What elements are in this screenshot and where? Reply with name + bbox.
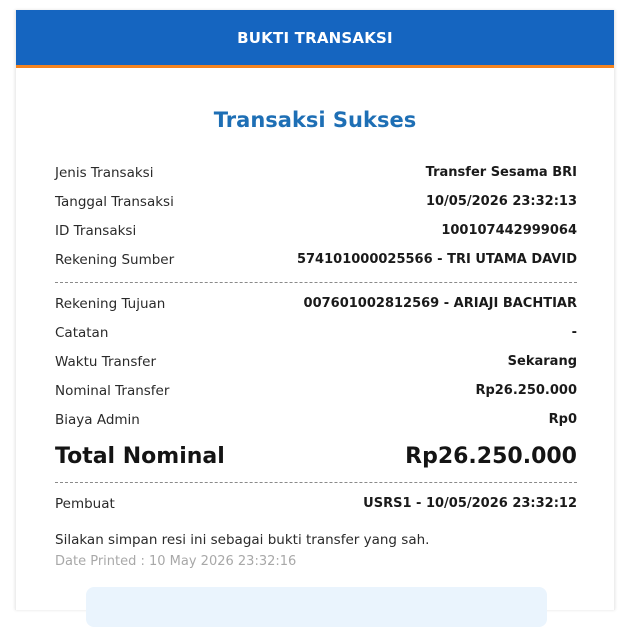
transaction-details [55, 158, 577, 569]
header-title: BUKTI TRANSAKSI [237, 28, 393, 47]
detail-label: Waktu Transfer [55, 353, 156, 370]
detail-label: Tanggal Transaksi [55, 193, 174, 210]
detail-label: Nominal Transfer [55, 382, 170, 399]
detail-row-rekening-tujuan [55, 289, 577, 318]
detail-value: 007601002812569 - ARIAJI BACHTIAR [303, 296, 577, 311]
detail-row-pembuat [55, 489, 577, 518]
detail-row-jenis-transaksi [55, 158, 577, 187]
receipt-header [16, 10, 614, 68]
detail-label: Jenis Transaksi [55, 164, 154, 181]
date-printed: Date Printed : 10 May 2026 23:32:16 [55, 554, 297, 569]
detail-value: USRS1 - 10/05/2026 23:32:12 [363, 496, 577, 511]
total-label: Total Nominal [55, 443, 225, 469]
dashed-divider [55, 282, 577, 283]
dashed-divider [55, 482, 577, 483]
detail-value: - [571, 325, 577, 340]
detail-value: Sekarang [507, 354, 577, 369]
detail-row-rekening-sumber [55, 245, 577, 274]
detail-label: Pembuat [55, 495, 115, 512]
total-value: Rp26.250.000 [405, 443, 577, 469]
receipt-note: Silakan simpan resi ini sebagai bukti transfer yang sah. [55, 532, 430, 548]
detail-label: ID Transaksi [55, 222, 137, 239]
detail-row-tanggal-transaksi [55, 187, 577, 216]
detail-label: Biaya Admin [55, 411, 140, 428]
total-nominal-row [55, 436, 577, 476]
status-title: Transaksi Sukses [213, 108, 417, 132]
detail-value: Rp0 [548, 412, 577, 427]
detail-row-nominal-transfer [55, 376, 577, 405]
detail-value: 10/05/2026 23:32:13 [425, 194, 577, 209]
detail-value: 100107442999064 [441, 223, 577, 238]
detail-label: Rekening Sumber [55, 251, 175, 268]
detail-value: Transfer Sesama BRI [425, 165, 577, 180]
detail-value: 574101000025566 - TRI UTAMA DAVID [296, 252, 577, 267]
detail-row-catatan [55, 318, 577, 347]
detail-label: Rekening Tujuan [55, 295, 166, 312]
bottom-info-box [86, 587, 547, 627]
detail-label: Catatan [55, 324, 109, 341]
detail-value: Rp26.250.000 [475, 383, 577, 398]
receipt-card [15, 10, 615, 610]
detail-row-waktu-transfer [55, 347, 577, 376]
detail-row-id-transaksi [55, 216, 577, 245]
detail-row-biaya-admin [55, 405, 577, 434]
